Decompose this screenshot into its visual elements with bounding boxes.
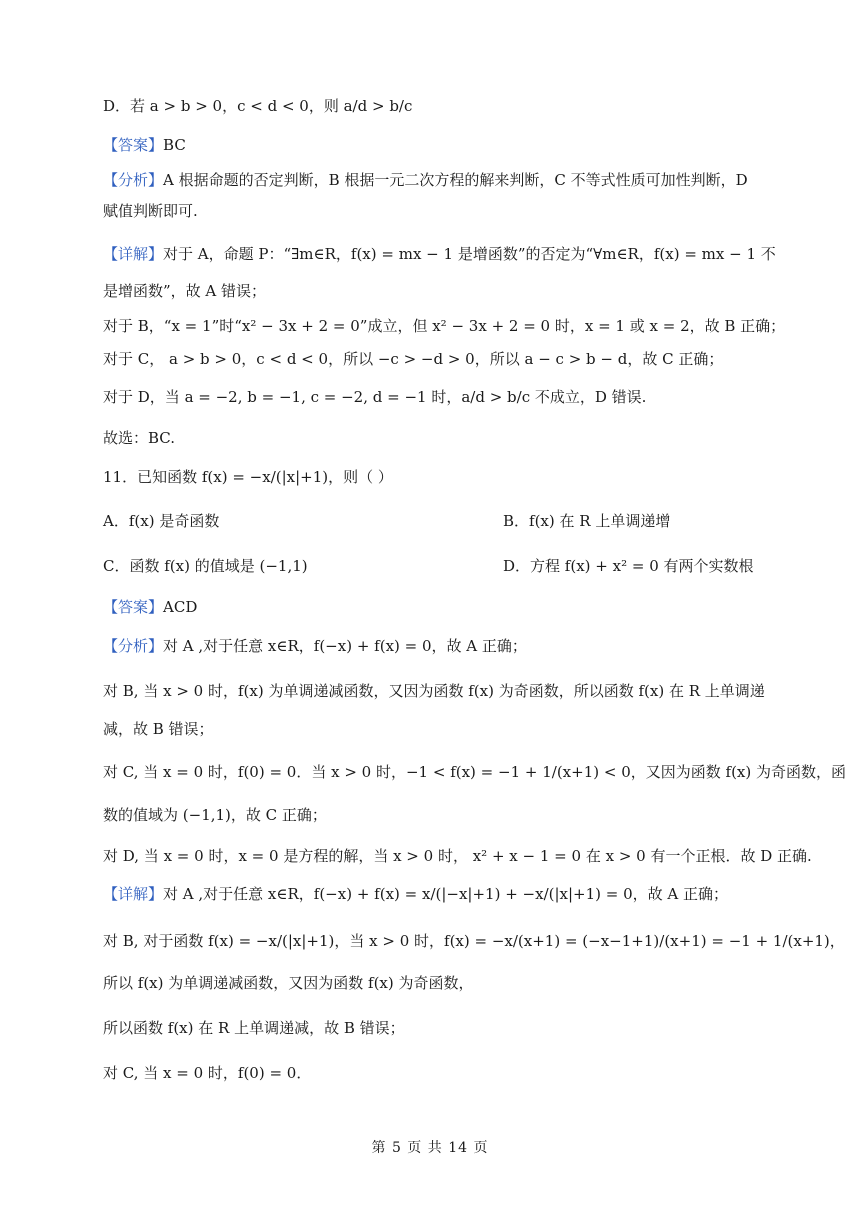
text-content: 对 D, 当 x = 0 时，x = 0 是方程的解，当 x > 0 时， x² + x − 1 = 0 在 x > 0 有一个正根．故 D 正确. bbox=[103, 847, 812, 865]
question-11-stem bbox=[103, 467, 760, 487]
text-line bbox=[103, 931, 845, 951]
page-footer: 第 5 页 共 14 页 bbox=[371, 1140, 489, 1156]
answer-tag: 【答案】 bbox=[103, 136, 164, 154]
options-row-ab bbox=[103, 511, 760, 531]
analysis-line bbox=[103, 170, 760, 190]
answer-line bbox=[103, 597, 760, 617]
answer-text: BC bbox=[163, 136, 186, 154]
text-line bbox=[103, 762, 847, 782]
text-line bbox=[103, 805, 760, 825]
text-content: 减，故 B 错误； bbox=[103, 720, 214, 738]
text-line bbox=[103, 719, 760, 739]
text-line bbox=[103, 1063, 760, 1083]
text-line bbox=[103, 281, 760, 301]
text-line bbox=[103, 349, 760, 369]
text-content: 故选：BC. bbox=[103, 429, 176, 447]
text-line bbox=[103, 316, 786, 336]
detail-text: 对于 A，命题 P：“∃m∈R，f(x) = mx − 1 是增函数”的否定为“∀m∈R，f(x) = mx − 1 不 bbox=[163, 245, 776, 263]
detail-tag: 【详解】 bbox=[103, 885, 164, 903]
detail-line bbox=[103, 884, 760, 904]
analysis-text: 对 A ,对于任意 x∈R，f(−x) + f(x) = 0，故 A 正确； bbox=[163, 637, 527, 655]
text-line bbox=[103, 201, 760, 221]
text-content: 数的值域为 (−1,1)，故 C 正确； bbox=[103, 806, 327, 824]
detail-text: 对 A ,对于任意 x∈R，f(−x) + f(x) = x/(|−x|+1) + −x/(|x|+1) = 0，故 A 正确； bbox=[163, 885, 729, 903]
answer-line bbox=[103, 135, 760, 155]
text-content: 对 B, 当 x > 0 时，f(x) 为单调递减函数，又因为函数 f(x) 为奇函数，所以函数 f(x) 在 R 上单调递 bbox=[103, 682, 765, 700]
text-content: 对于 D，当 a = −2, b = −1, c = −2, d = −1 时，a/d > b/c 不成立，D 错误. bbox=[103, 388, 647, 406]
option-d-choice-text: D．方程 f(x) + x² = 0 有两个实数根 bbox=[503, 557, 754, 575]
text-line bbox=[103, 973, 760, 993]
detail-tag: 【详解】 bbox=[103, 245, 164, 263]
answer-tag: 【答案】 bbox=[103, 598, 164, 616]
text-content: 对 B, 对于函数 f(x) = −x/(|x|+1)，当 x > 0 时，f(x) = −x/(x+1) = (−x−1+1)/(x+1) = −1 + 1/(x+1)， bbox=[103, 932, 845, 950]
text-line bbox=[103, 428, 760, 448]
detail-line bbox=[103, 244, 776, 264]
text-content: 对 C, 当 x = 0 时，f(0) = 0．当 x > 0 时，−1 < f(x) = −1 + 1/(x+1) < 0，又因为函数 f(x) 为奇函数，函 bbox=[103, 763, 847, 781]
question-11-text: 11．已知函数 f(x) = −x/(|x|+1)，则（ ） bbox=[103, 468, 393, 486]
text-content: 是增函数”，故 A 错误； bbox=[103, 282, 267, 300]
text-content: 对于 C， a > b > 0，c < d < 0，所以 −c > −d > 0，所以 a − c > b − d，故 C 正确； bbox=[103, 350, 724, 368]
text-content: 赋值判断即可. bbox=[103, 202, 198, 220]
analysis-text: A 根据命题的否定判断，B 根据一元二次方程的解来判断，C 不等式性质可加性判断，D bbox=[163, 171, 748, 189]
text-line bbox=[103, 846, 812, 866]
text-line bbox=[103, 681, 765, 701]
text-content: 对于 B，“x = 1”时“x² − 3x + 2 = 0”成立，但 x² − 3x + 2 = 0 时，x = 1 或 x = 2，故 B 正确； bbox=[103, 317, 786, 335]
text-content: 对 C, 当 x = 0 时，f(0) = 0． bbox=[103, 1064, 312, 1082]
analysis-line bbox=[103, 636, 760, 656]
analysis-tag: 【分析】 bbox=[103, 171, 164, 189]
option-b-text: B．f(x) 在 R 上单调递增 bbox=[503, 512, 671, 530]
option-d-line bbox=[103, 96, 760, 116]
options-row-cd bbox=[103, 556, 760, 576]
analysis-tag: 【分析】 bbox=[103, 637, 164, 655]
option-d-text: D．若 a > b > 0，c < d < 0，则 a/d > b/c bbox=[103, 97, 413, 115]
answer-text: ACD bbox=[163, 598, 198, 616]
text-content: 所以函数 f(x) 在 R 上单调递减，故 B 错误； bbox=[103, 1019, 405, 1037]
text-line bbox=[103, 1018, 760, 1038]
option-a-text: A．f(x) 是奇函数 bbox=[103, 512, 220, 530]
option-c-text: C．函数 f(x) 的值域是 (−1,1) bbox=[103, 557, 308, 575]
text-content: 所以 f(x) 为单调递减函数，又因为函数 f(x) 为奇函数， bbox=[103, 974, 474, 992]
text-line bbox=[103, 387, 760, 407]
